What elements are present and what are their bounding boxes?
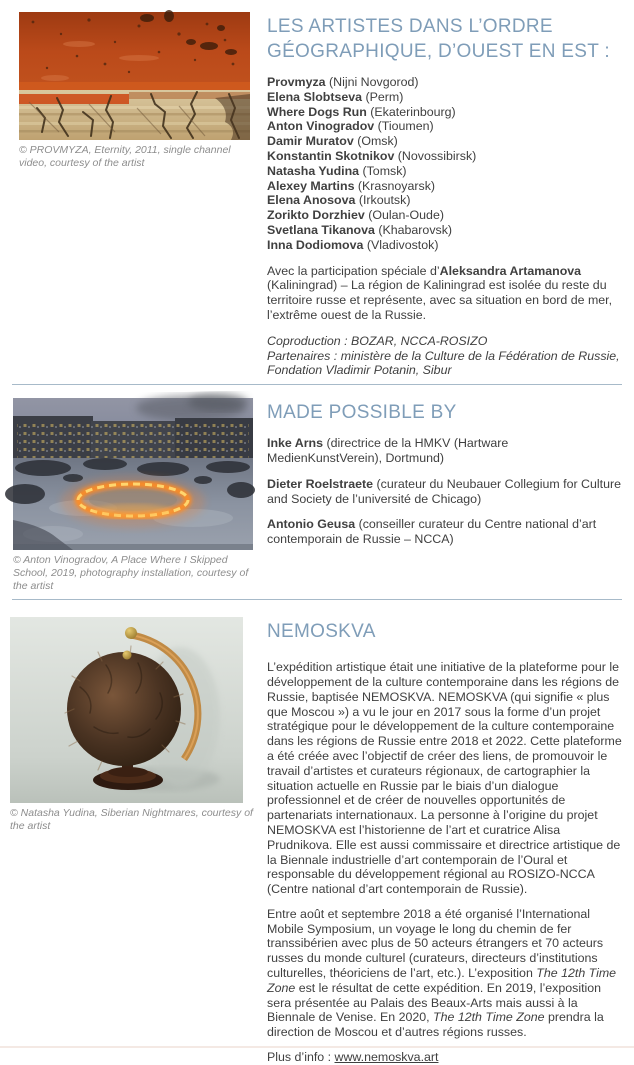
person-role: (directrice de la HMKV (Hartware MedienKunstVerein), Dortmund) [267,436,509,465]
person-name: Antonio Geusa [267,517,356,532]
image-caption-fur-globe: © Natasha Yudina, Siberian Nightmares, courtesy of the artist [10,807,253,833]
artist-entry: Natasha Yudina (Tomsk) [267,163,407,178]
artist-entry: Where Dogs Run (Ekaterinbourg) [267,104,456,119]
section-nemoskva [0,617,634,1065]
credit-line: Partenaires : ministère de la Culture de la Fédération de Russie, Fondation Vladimir Potanin, Sibur [267,348,620,378]
section-heading-made-possible-by: MADE POSSIBLE BY [267,402,457,424]
section-heading-nemoskva: NEMOSKVA [267,621,376,643]
more-info-line [267,1050,623,1065]
section-divider [12,384,622,385]
paragraph-segment: est le résultat de cette expédition. En 2019, l’exposition sera présentée au Palais des Beaux-Arts mais aussi à la Biennale de Venise. En 2020, [267,980,602,1025]
image-caption-fire-ring: © Anton Vinogradov, A Place Where I Skipped School, 2019, photography installation, courtesy of the artist [13,554,249,593]
paragraph-segment: prendra la direction de Moscou et d’autres régions russes. [267,1010,604,1040]
artist-entry: Elena Anosova (Irkoutsk) [267,193,411,208]
artist-entry: Konstantin Skotnikov (Novossibirsk) [267,148,477,163]
person-name: Dieter Roelstraete [267,476,374,491]
nemoskva-paragraph-1: L’expédition artistique était une initiative de la plateforme pour le développement de la culture contemporaine dans les régions de Russie, baptisée NEMOSKVA. NEMOSKVA (qui signifie « plus que Moscou ») a vu le jour en 2017 sous la forme d’un projet stratégique pour le développement de la culture contemporaine dans les régions de Russie entre 2018 et 2022. Cette plateforme a été créée avec l’objectif de créer des liens, de promouvoir le travail d’artistes et curateurs régionaux, de cartographier la situation actuelle en Russie par le biais d’un dialogue professionnel et de créer de nouvelles opportunités de partenariats internationaux. La personne à l’origine du projet NEMOSKVA est l’historienne de l’art et curatrice Alisa Prudnikova. Elle est aussi commissaire et directrice artistique de la Biennale industrielle d’art contemporain de l’Oural et responsable du développement régional au ROSIZO-NCCA (Centre national d’art contemporain de Russie). [267,660,622,897]
person-entry [267,436,623,466]
artist-entry: Svetlana Tikanova (Khabarovsk) [267,222,453,237]
person-name: Inke Arns [267,436,324,451]
special-rest: (Kaliningrad) – La région de Kaliningrad est isolée du reste du territoire russe et représente, avec sa situation en bord de mer, l’extrême ouest de la Russie. [267,278,613,322]
artist-entry: Inna Dodiomova (Vladivostok) [267,237,439,252]
artist-entry: Damir Muratov (Omsk) [267,134,398,149]
coproduction-credits [267,334,623,378]
nemoskva-website-link[interactable]: www.nemoskva.art [334,1050,439,1065]
artist-entry: Anton Vinogradov (Tioumen) [267,119,434,134]
exhibition-title: The 12th Time Zone [267,966,617,995]
section-made-possible-by [0,398,634,593]
person-entry [267,477,623,507]
person-role: (conseiller curateur du Centre national d’art contemporain de Russie – NCCA) [267,517,597,547]
artist-entry: Zorikto Dorzhiev (Oulan-Oude) [267,208,444,223]
figure-eternity [0,12,253,170]
section-heading-artists: LES ARTISTES DANS L’ORDRE GÉOGRAPHIQUE, D’OUEST EN EST : [267,16,610,62]
fur-globe-image [10,617,243,803]
image-caption-eternity: © PROVMYZA, Eternity, 2011, single channel video, courtesy of the artist [19,144,231,169]
figure-fur-globe [0,617,253,833]
special-prefix: Avec la participation spéciale d’ [267,263,440,278]
eternity-image [19,12,250,140]
person-role: (curateur du Neubauer Collegium for Culture and Society de l’université de Chicago) [267,476,621,506]
artist-entry: Provmyza (Nijni Novgorod) [267,75,419,89]
section-artists [0,0,634,378]
credit-line: Coproduction : BOZAR, NCCA-ROSIZO [267,333,488,348]
bottom-edge-strip [0,1046,634,1048]
paragraph-segment: Entre août et septembre 2018 a été organisé l’International Mobile Symposium, un voyage le long du chemin de fer transsibérien avec plus de 50 acteurs étrangers et 70 acteurs russes du monde culturel (curateurs, directeurs d’institutions culturelles, théoriciens de l’art, etc.). L’exposition [267,906,604,981]
exhibition-title: The 12th Time Zone [433,1010,545,1025]
person-entry [267,517,623,547]
fire-ring-image [13,398,253,550]
figure-fire-ring [0,398,253,593]
artist-entry: Elena Slobtseva (Perm) [267,89,404,104]
section-divider [12,599,622,600]
nemoskva-paragraph-2 [267,907,623,1040]
artist-list [267,75,623,253]
special-participation-paragraph [267,264,623,323]
artist-entry: Alexey Martins (Krasnoyarsk) [267,178,436,193]
special-name: Aleksandra Artamanova [439,263,582,278]
more-info-prefix: Plus d’info : [267,1050,335,1065]
